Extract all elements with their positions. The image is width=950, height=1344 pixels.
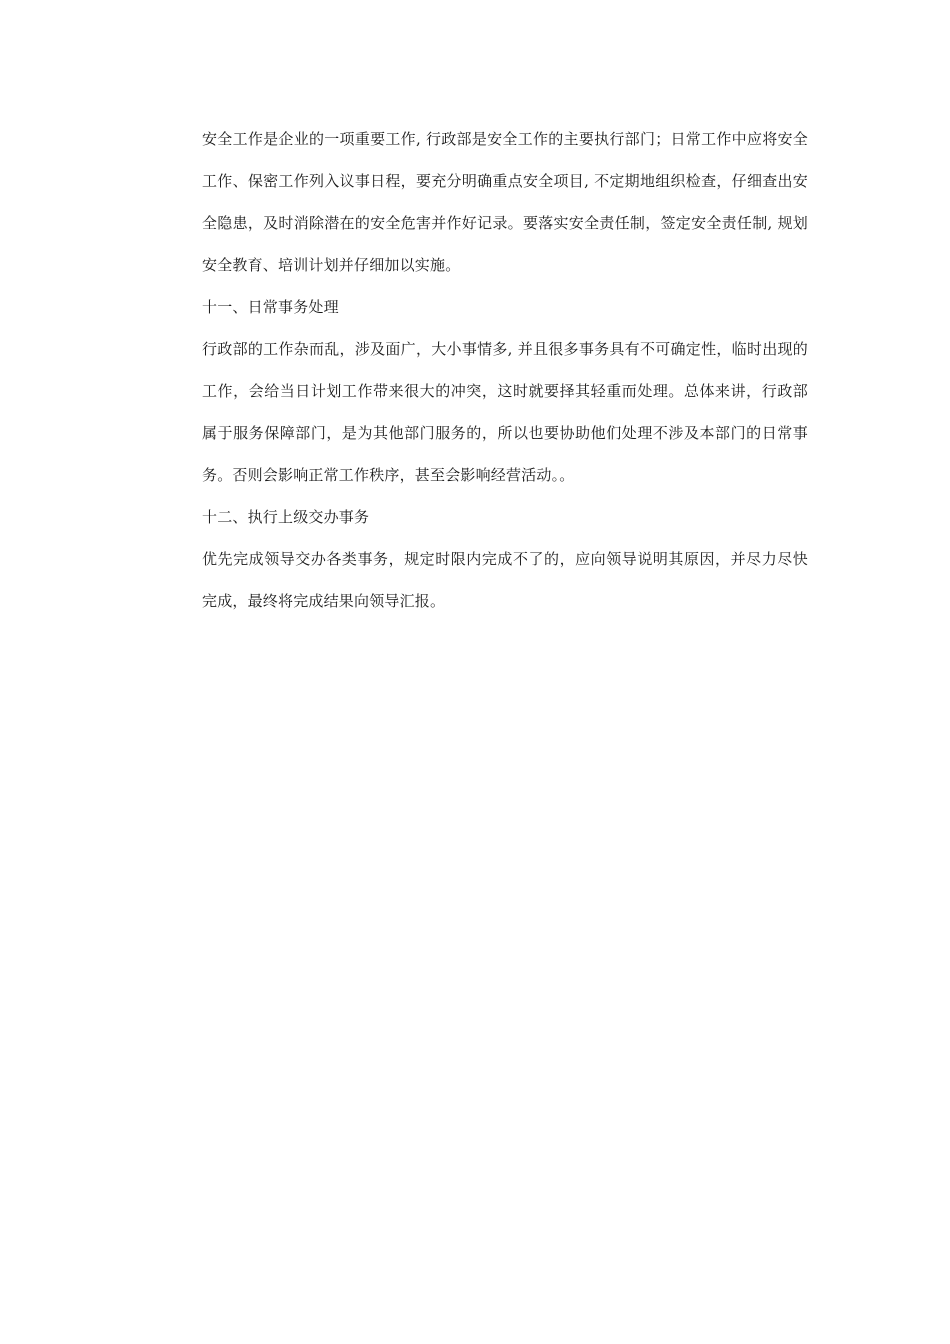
paragraph-safety-work: 安全工作是企业的一项重要工作, 行政部是安全工作的主要执行部门；日常工作中应将安全工作、保密工作列入议事日程，要充分明确重点安全项目, 不定期地组织检查，仔细查出安全隐患，及时消除潜在的安全危害并作好记录。要落实安全责任制，签定安全责任制, 规划安全教育、培训计划并仔细加以实施。: [202, 130, 808, 274]
section-heading-daily-affairs: 十一、日常事务处理: [202, 298, 339, 316]
paragraph-daily-affairs: 行政部的工作杂而乱，涉及面广，大小事情多, 并且很多事务具有不可确定性，临时出现的工作，会给当日计划工作带来很大的冲突，这时就要择其轻重而处理。总体来讲，行政部属于服务保障部门，是为其他部门服务的，所以也要协助他们处理不涉及本部门的日常事务。否则会影响正常工作秩序，甚至会影响经营活动。。: [202, 340, 808, 484]
section-heading-assigned-tasks: 十二、执行上级交办事务: [202, 508, 370, 526]
paragraph-assigned-tasks: 优先完成领导交办各类事务，规定时限内完成不了的，应向领导说明其原因，并尽力尽快完成，最终将完成结果向领导汇报。: [202, 550, 808, 610]
document-body: [202, 118, 808, 622]
